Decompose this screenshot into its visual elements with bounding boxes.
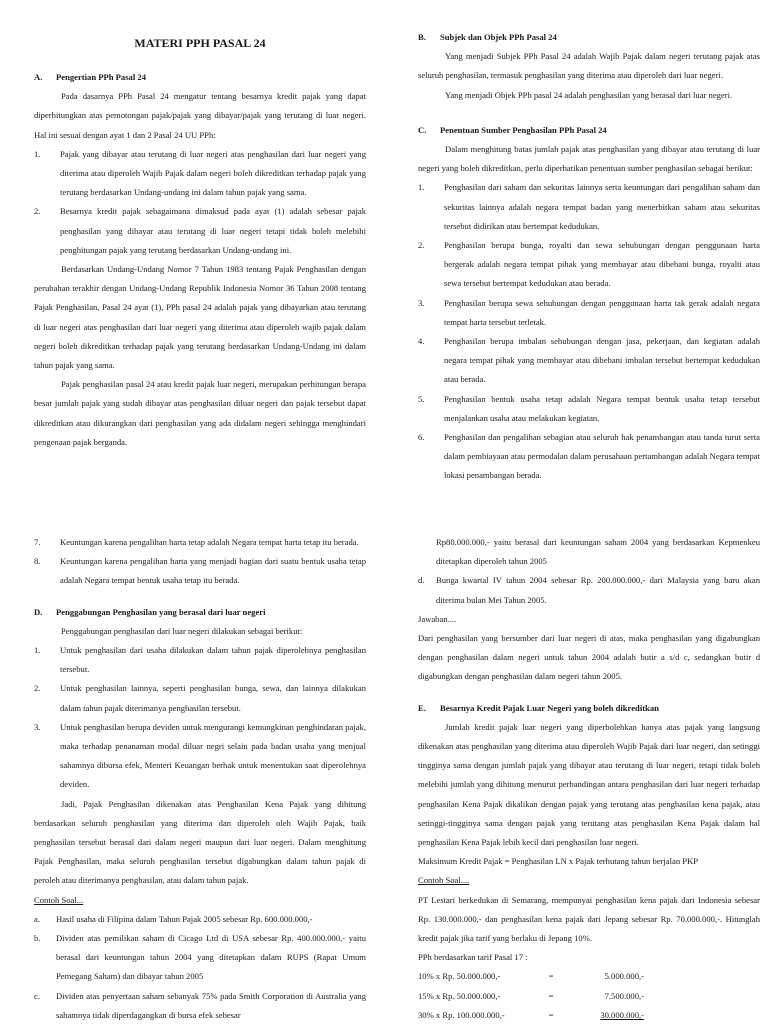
list-item: [34, 145, 366, 203]
section-a-title: Pengertian PPh Pasal 24: [56, 72, 146, 82]
section-d-title: Penggabungan Penghasilan yang berasal dari luar negeri: [56, 606, 266, 617]
list-number: 4.: [418, 336, 425, 347]
calc-row: [418, 987, 760, 1006]
formula-text: Maksimum Kredit Pajak = Penghasilan LN x Pajak terhutang tahun berjalan PKP: [418, 856, 699, 867]
calc-value: 7.500.000,-: [604, 990, 644, 1001]
page2-left-column: [34, 533, 366, 1024]
calc-equals: =: [548, 971, 554, 982]
list-item: [418, 236, 760, 294]
section-a-paragraph-1: Pada dasarnya PPh Pasal 24 mengatur tentang besarnya kredit pajak yang dapat diperhitungkan atas pemotongan pajak/pajak yang dibayar/pajak yang terutang di luar negeri. Hal ini sesuai dengan ayat 1 dan 2 Pasal 24 UU PPh:: [34, 91, 366, 140]
list-item: [418, 571, 760, 609]
list-item: [34, 718, 366, 795]
list-text: Hasil usaha di Filipina dalam Tahun Pajak 2005 sebesar Rp. 600.000.000,-: [56, 913, 313, 924]
example-label: Contoh Soal...: [34, 894, 84, 905]
calc-value: 5.000.000,-: [604, 971, 644, 982]
section-b-heading: [418, 28, 760, 47]
list-number: 3.: [34, 721, 41, 732]
document-page-2: [0, 519, 768, 1024]
list-text: Penghasilan dari saham dan sekuritas lainnya serta keuntungan dari pengalihan saham dan sekuritas lainnya adalah negara tempat badan yang menerbitkan saham atau sekuritas tersebut didirikan atau bertempat kedudukan.: [444, 182, 760, 231]
document-title: MATERI PPH PASAL 24: [134, 36, 266, 50]
section-b-number: B.: [418, 32, 426, 42]
answer-text: Dari penghasilan yang bersumber dari luar negeri di atas, maka penghasilan yang digabungkan dengan penghasilan dalam negeri untuk tahun 2004 adalah butir a s/d c, sedangkan butir d digabungkan dengan penghasilan dalam negeri tahun 2005.: [418, 633, 760, 682]
calc-row: [418, 967, 760, 986]
list-text: Penghasilan berupa imbalan sehubungan dengan jasa, pekerjaan, dan kegiatan adalah negara tempat pihak yang membayar atau dibebani imbalan tersebut bertempat kedudukan atau berada.: [444, 336, 760, 385]
list-number: a.: [34, 913, 40, 924]
list-number: 1.: [34, 645, 41, 656]
list-item: [34, 552, 366, 590]
list-item: [418, 390, 760, 428]
list-number: 5.: [418, 393, 425, 404]
list-item: [34, 533, 366, 552]
calc-row: [418, 1006, 760, 1024]
list-number: 2.: [34, 206, 41, 217]
example-label: Contoh Soal....: [418, 875, 470, 886]
list-item: [34, 929, 366, 987]
list-text: Besarnya kredit pajak sebagaimana dimaksud pada ayat (1) adalah sebesar pajak penghasilan yang dibayar atau terutang di luar negeri tetapi tidak boleh melebihi penghitungan pajak yang terutang berdasarkan Undang-undang ini.: [60, 206, 366, 255]
list-number: b.: [34, 933, 41, 944]
section-d-paragraph-1: Penggabungan penghasilan dari luar negeri dilakukan sebagai berikut:: [61, 625, 303, 636]
section-d-heading: [34, 603, 366, 622]
calc-expression: 10% x Rp. 50.000.000,-: [418, 971, 501, 982]
section-b-title: Subjek dan Objek PPh Pasal 24: [440, 32, 557, 42]
list-number: d.: [418, 575, 425, 586]
list-number: 7.: [34, 537, 41, 547]
section-e-title: Besarnya Kredit Pajak Luar Negeri yang boleh dikreditkan: [440, 702, 659, 713]
list-item: [34, 679, 366, 717]
list-number: 1.: [34, 148, 41, 159]
list-item: [418, 428, 760, 486]
list-text: Dividen atas penyertaan saham sebanyak 75% pada Smith Corporation di Australia yang sahamnya tidak diperdagangkan di bursa efek sebesar: [56, 990, 366, 1020]
list-text: Dividen atas pemilikan saham di Cicago Ltd di USA sebesar Rp. 400.000.000,- yaitu berasal dari keuntungan tahun 2004 yang ditetapkan dalam RUPS (Rapat Umum Pemegang Saham) dan dibayar tahun 2005: [56, 933, 366, 982]
section-a-heading: [34, 68, 366, 87]
section-c-heading: [418, 121, 760, 140]
list-item: [34, 641, 366, 679]
list-item: [34, 202, 366, 260]
list-text: Keuntungan karena pengalihan harta yang menjadi bagian dari suatu bentuk usaha tetap adalah Negara tempat bentuk usaha tetap itu berada.: [60, 556, 366, 586]
calc-expression: 15% x Rp. 50.000.000,-: [418, 990, 501, 1001]
list-number: 2.: [34, 683, 41, 694]
section-a-paragraph-2: Berdasarkan Undang-Undang Nomor 7 Tahun 1983 tentang Pajak Penghasilan dengan perubahan terakhir dengan Undang-Undang Republik Indonesia Nomor 36 Tahun 2008 tentang Pajak Penghasilan, Pasal 24 ayat (1), PPh pasal 24 adalah pajak yang dibayarkan atau terutang di luar negeri atas penghasilan dari luar negeri yang diterima atau diperoleh wajib pajak dalam negeri boleh dikreditkan terhadap pajak yang terutang berdasarkan Undang-Undang ini dalam tahun pajak yang sama.: [34, 264, 366, 371]
list-text: Penghasilan bentuk usaha tetap adalah Negara tempat bentuk usaha tetap tersebut menjalankan usaha atau melakukan kegiatan.: [444, 393, 760, 423]
example-text: PT Lestari berkedukan di Semarang, mempunyai penghasilan kena pajak dari Indonesia sebesar Rp. 130.000.000,- dan penghasilan kena pajak dari Jepang sebesar Rp. 70.000.000,-. Hitunglah kredit pajak jika tarif yang berlaku di Jepang 10%.: [418, 894, 760, 944]
section-e-heading: [418, 699, 760, 718]
example-c-continuation: Rp80.000.000,- yaitu berasal dari keuntungan saham 2004 yang berdasarkan Kepmenkeu ditetapkan diperoleh tahun 2005: [436, 537, 760, 567]
page-separator: [0, 505, 768, 519]
list-item: [418, 332, 760, 390]
answer-label: Jawaban....: [418, 613, 457, 624]
list-text: Keuntungan karena pengalihan harta tetap adalah Negara tempat harta tetap itu berada.: [60, 537, 359, 547]
page1-left-column: [34, 28, 366, 452]
list-item: [34, 910, 366, 929]
list-text: Penghasilan berupa sewa sehubungan dengan penggunaan harta tak gerak adalah negara tempat harta tersebut terletak.: [444, 297, 760, 327]
list-number: 3.: [418, 297, 425, 308]
section-c-paragraph-1: Dalam menghitung batas jumlah pajak atas penghasilan yang dibayar atau terutang di luar negeri yang boleh dikreditkan, perlu diperhatikan penentuan sumber penghasilan sebagai berikut:: [418, 144, 760, 174]
list-item: [418, 178, 760, 236]
list-item: [34, 987, 366, 1024]
list-number: 1.: [418, 182, 425, 193]
list-text: Untuk penghasilan berupa deviden untuk mengurangi kemungkinan penghindaran pajak, maka terhadap penanaman modal diluar negri selain pada badan usaha yang menjual sahamnya dibursa efek, Menteri Keuangan berhak untuk menentukan saat diperolehnya deviden.: [60, 721, 366, 790]
section-c-number: C.: [418, 124, 427, 135]
list-number: 2.: [418, 240, 425, 251]
section-b-paragraph-1: Yang menjadi Subjek PPh Pasal 24 adalah Wajib Pajak dalam negeri terutang pajak atas seluruh penghasilan, termasuk penghasilan yang diterima atau diperoleh dari luar negeri.: [418, 51, 760, 81]
page2-right-column: [418, 533, 760, 1024]
section-a-number: A.: [34, 72, 43, 82]
page1-right-column: [418, 28, 760, 486]
list-number: 8.: [34, 556, 41, 567]
section-c-title: Penentuan Sumber Penghasilan PPh Pasal 24: [440, 124, 607, 135]
list-text: Penghasilan berupa bunga, royalti dan sewa sehubungan dengan penggunaan harta bergerak adalah negara tempat pihak yang membayar atau dibebani bunga, royalti atau sewa tersebut bertempat kedudukan atau berada.: [444, 240, 760, 289]
list-number: c.: [34, 990, 40, 1001]
list-number: 6.: [418, 432, 425, 443]
section-b-paragraph-2: Yang menjadi Objek PPh pasal 24 adalah penghasilan yang berasal dari luar negeri.: [445, 89, 733, 100]
calc-equals: =: [548, 990, 554, 1001]
section-e-number: E.: [418, 702, 426, 713]
list-item: [418, 294, 760, 332]
list-text: Bunga kwartal IV tahun 2004 sebesar Rp. 200.000.000,- dari Malaysia yang baru akan diterima bulan Mei Tahun 2005.: [436, 575, 760, 605]
section-a-paragraph-3: Pajak penghasilan pasal 24 atau kredit pajak luar negeri, merupakan perhitungan berapa besar jumlah pajak yang sudah dibayar atas penghasilan diluar negeri dan pajak tersebut dapat dikreditkan atau dikurangkan dari penghasilan yang ada didalam negeri sehingga menghindari pengenaan pajak berganda.: [34, 379, 366, 447]
list-text: Untuk penghasilan dari usaha dilakukan dalam tahun pajak diperolehnya penghasilan tersebut.: [60, 645, 366, 675]
section-d-paragraph-2: Jadi, Pajak Penghasilan dikenakan atas Penghasilan Kena Pajak yang dihitung berdasarkan seluruh penghasilan yang diterima dan diperoleh oleh Wajib Pajak, baik penghasilan tersebut berasal dari dalam negeri maupun dari luar negeri. Dalam menghitung Pajak Penghasilan, maka seluruh penghasilan tersebut digabungkan dalam tahun pajak di peroleh atau diterimanya penghasilan, atau dalam tahun pajak.: [34, 798, 366, 886]
list-text: Pajak yang dibayar atau terutang di luar negeri atas penghasilan dari luar negeri yang diterima atau diperoleh Wajib Pajak dalam negeri boleh dikreditkan terhadap pajak yang terutang berdasarkan Undang-undang ini dalam tahun pajak yang sama.: [60, 148, 366, 198]
list-text: Untuk penghasilan lainnya, seperti penghasilan bunga, sewa, dan lainnya dilakukan dalam tahun pajak diterimanya penghasilan tersebut.: [60, 683, 366, 713]
calc-expression: 30% x Rp. 100.000.000,-: [418, 1009, 505, 1020]
document-page-1: [0, 0, 768, 505]
tarif-label: PPh berdasarkan tarif Pasal 17 :: [418, 952, 528, 963]
calc-value: 30.000.000,-: [600, 1009, 644, 1020]
section-e-paragraph-1: Jumlah kredit pajak luar negeri yang diperbolehkan hanya atas pajak yang langsung dikenakan atas penghasilan yang diterima atau diperoleh Wajib Pajak dari luar negeri, dan setinggi tingginya sama dengan jumlah pajak yang dibayar atau terutang di luar negeri, tetapi tidak boleh melebihi jumlah yang dihitung menurut perbandingan antara penghasilan dari luar negeri terhadap penghasilan Kena Pajak dikalikan dengan pajak yang terutang atas penghasilan kena pajak, atau setinggi-tingginya sama dengan pajak yang terutang atas penghasilan Kena Pajak dalam hal penghasilan Kena Pajak lebih kecil dari penghasilan luar negeri.: [418, 721, 760, 848]
list-text: Penghasilan dan pengalihan sebagian atau seluruh hak penambangan atau tanda turut serta dalam pembiayaan atau permodalan dalam perusahaan pertambangan adalah Negara tempat lokasi penambangan berada.: [444, 432, 760, 481]
calc-equals: =: [548, 1009, 554, 1020]
section-d-number: D.: [34, 606, 43, 617]
